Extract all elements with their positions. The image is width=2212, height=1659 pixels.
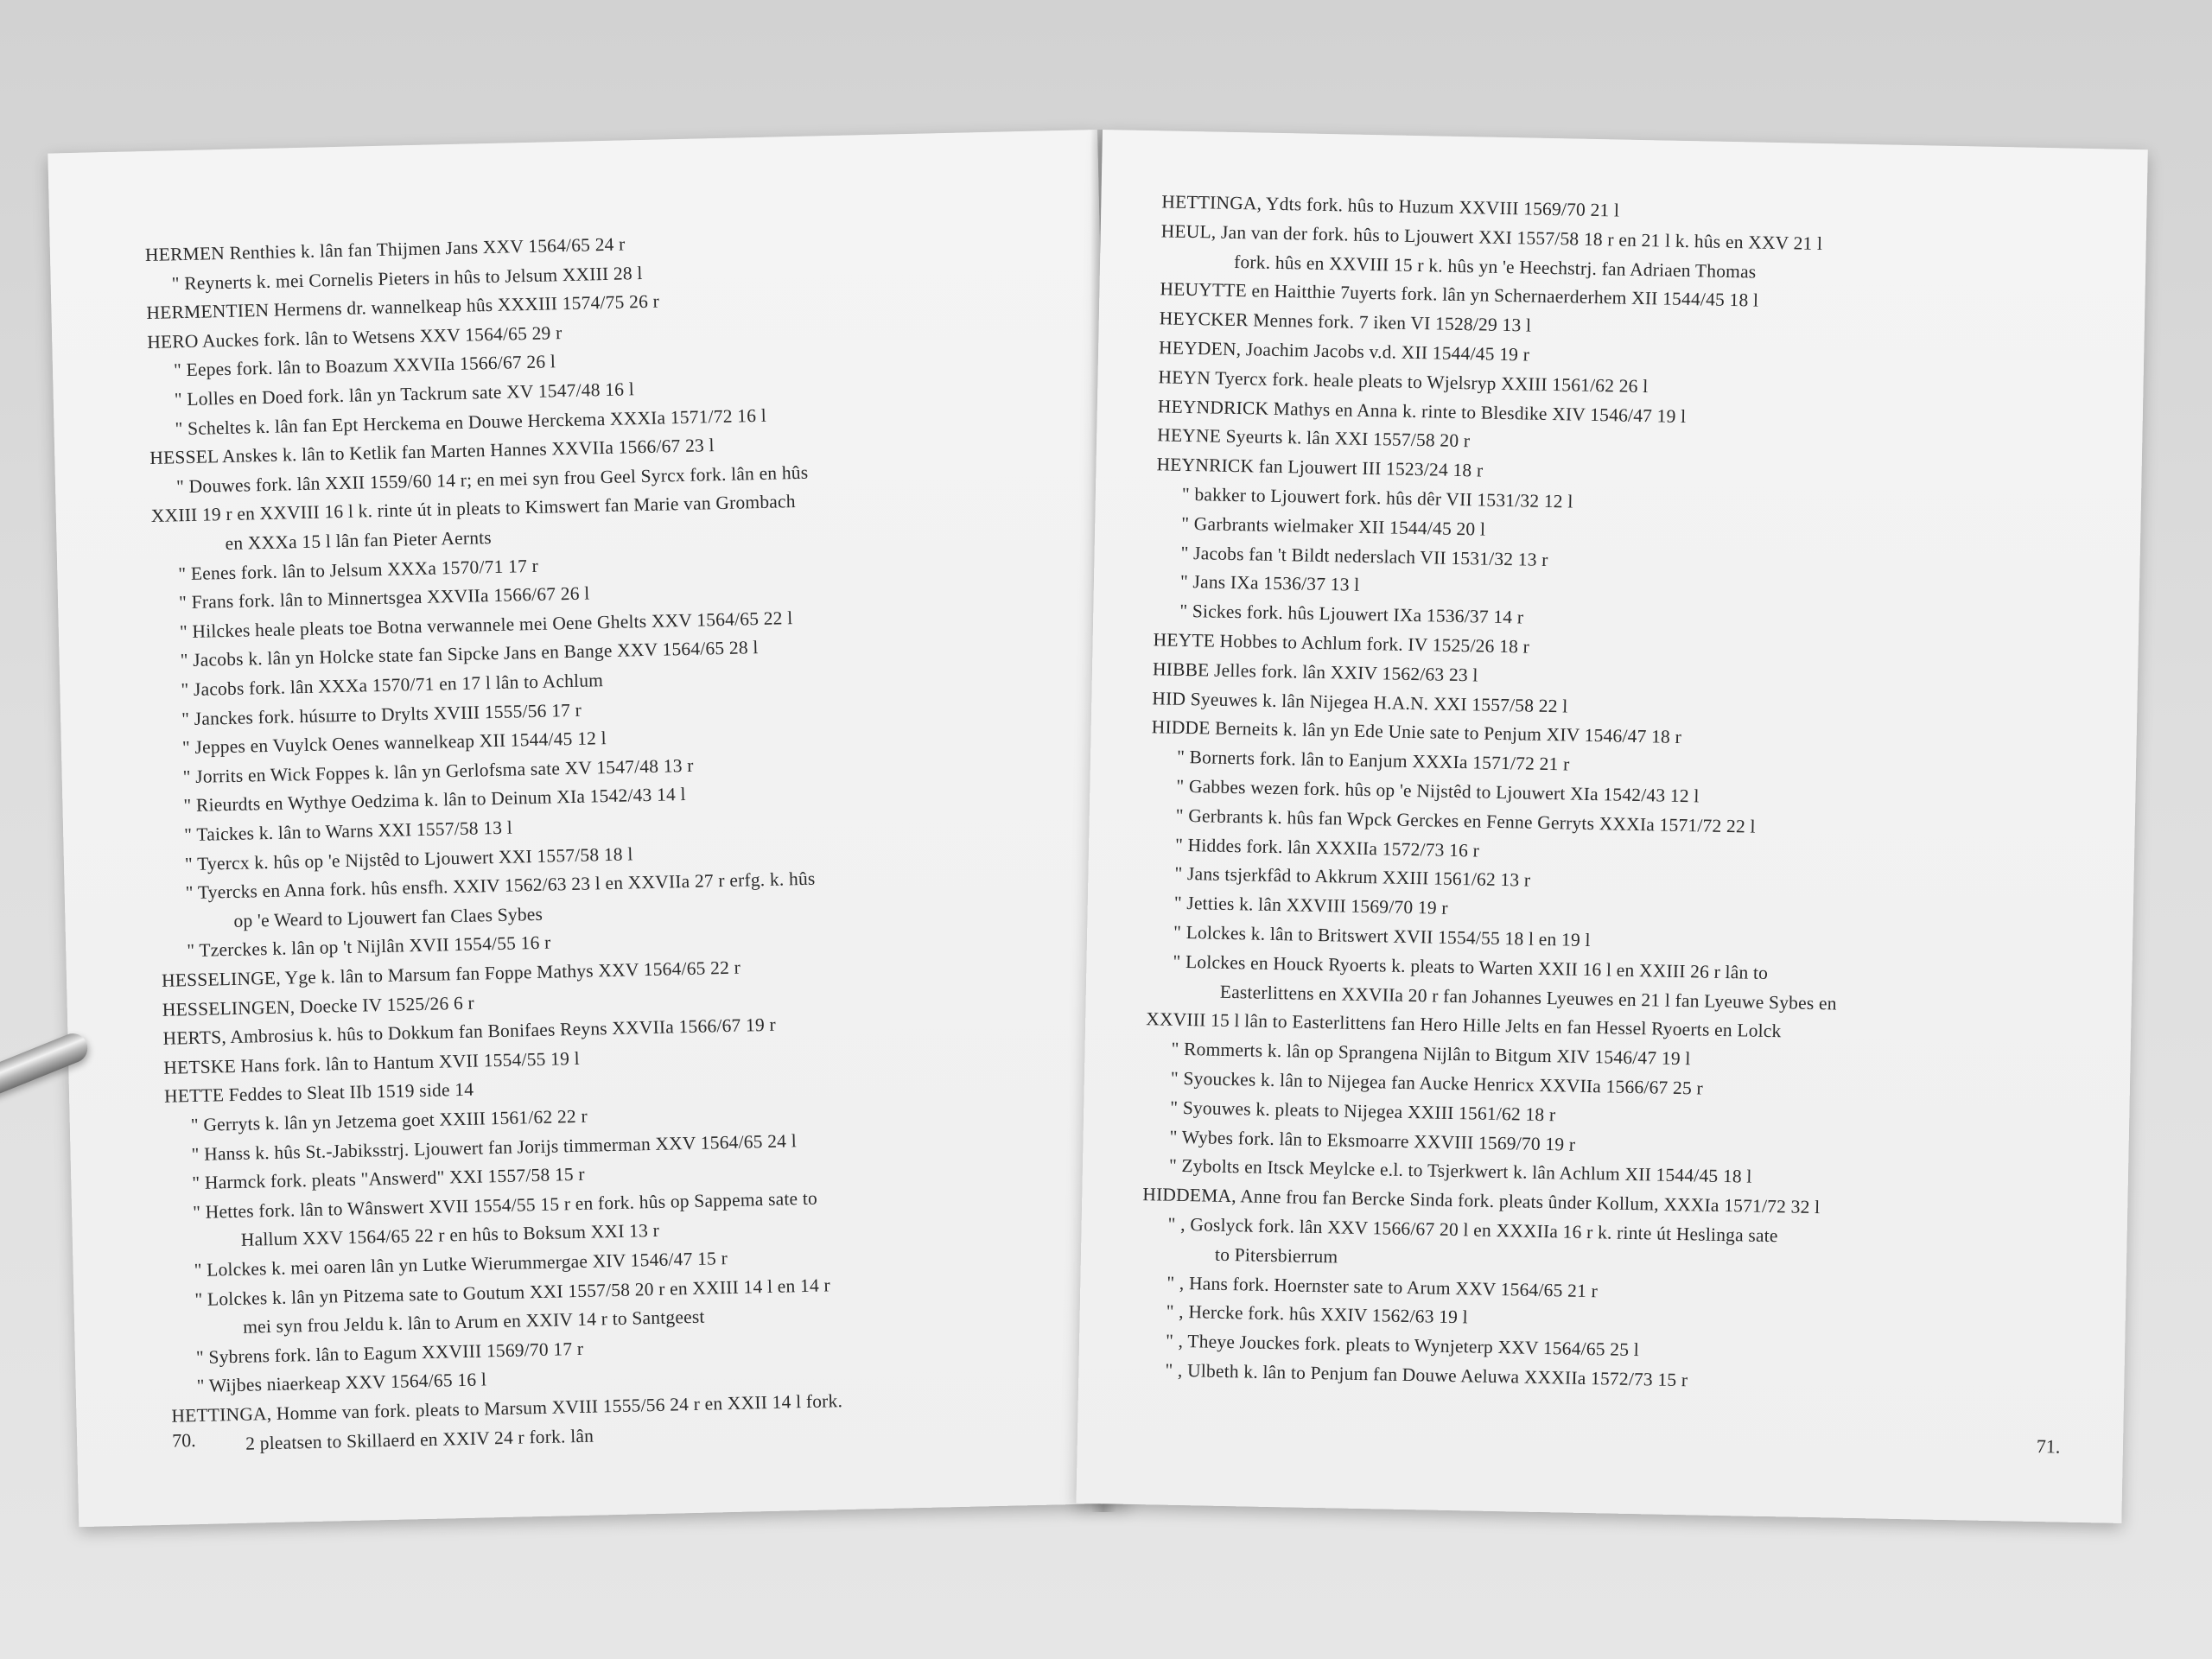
index-entry-line: " , Theye Jouckes fork. pleats to Wynjeterp XXV 1564/65 25 l: [1165, 1330, 1640, 1361]
index-entry-line: " Scheltes k. lân fan Ept Herckema en Douwe Herckema XXXIa 1571/72 16 l: [175, 404, 767, 439]
index-entry-line: HEYTE Hobbes to Achlum fork. IV 1525/26 18 r: [1153, 629, 1530, 658]
index-entry-line: " , Goslyck fork. lân XXV 1566/67 20 l en XXXIIa 16 r k. rinte út Heslinga sate: [1167, 1213, 1778, 1247]
index-entry-line: HEYNDRICK Mathys en Anna k. rinte to Blesdike XIV 1546/47 19 l: [1157, 395, 1687, 427]
index-entry-line: " Janckes fork. húsште to Drylts XVIII 1555/56 17 r: [181, 699, 582, 729]
index-entry-line: XXIII 19 r en XXVIII 16 l k. rinte út in pleats to Kimswert fan Marie van Grombach: [150, 491, 796, 527]
index-entry-line: " Hanss k. hûs St.-Jabiksstrj. Ljouwert fan Jorijs timmerman XXV 1564/65 24 l: [191, 1129, 798, 1165]
index-entry-line: mei syn frou Jeldu k. lân to Arum en XXIV 14 r to Santgeest: [242, 1306, 705, 1338]
index-entry-line: " Eenes fork. lân to Jelsum XXXa 1570/71 17 r: [178, 555, 539, 584]
index-entry-line: " Lolckes k. lân yn Pitzema sate to Goutum XXI 1557/58 20 r en XXIII 14 l en 14 r: [194, 1274, 831, 1310]
index-entry-line: " Sybrens fork. lân to Eagum XXVIII 1569/70 17 r: [195, 1338, 584, 1368]
index-entry-line: " Lolckes k. mei oaren lân yn Lutke Wierummergae XIV 1546/47 15 r: [194, 1248, 728, 1281]
left-page: [48, 130, 1128, 1527]
index-entry-line: " Gabbes wezen fork. hûs op 'e Nijstêd to Ljouwert XIa 1542/43 12 l: [1176, 775, 1700, 807]
index-entry-line: " Zybolts en Itsck Meylcke e.l. to Tsjerkwert k. lân Achlum XII 1544/45 18 l: [1168, 1155, 1752, 1188]
index-entry-line: HEUL, Jan van der fork. hûs to Ljouwert XXI 1557/58 18 r en 21 l k. hûs en XXV 21 l: [1160, 220, 1823, 254]
index-entry-line: " , Ulbeth k. lân to Penjum fan Douwe Aeluwa XXXIIa 1572/73 15 r: [1165, 1359, 1688, 1391]
index-entry-line: " Tzerckes k. lân op 't Nijlân XVII 1554/55 16 r: [187, 931, 551, 962]
left-page-number: 70.: [171, 1429, 196, 1452]
index-entry-line: HERMENTIEN Hermens dr. wannelkeap hûs XXXIII 1574/75 26 r: [146, 290, 660, 324]
index-entry-line: " Douwes fork. lân XXII 1559/60 14 r; en mei syn frou Geel Syrcx fork. lân en hûs: [175, 461, 809, 498]
index-entry-line: HERMEN Renthies k. lân fan Thijmen Jans XXV 1564/65 24 r: [144, 233, 626, 266]
index-entry-line: Hallum XXV 1564/65 22 r en hûs to Boksum XXI 13 r: [240, 1220, 660, 1251]
index-entry-line: HEYNE Syeurts k. lân XXI 1557/58 20 r: [1156, 424, 1471, 452]
index-entry-line: " Syouckes k. lân to Nijegea fan Aucke Henricx XXVIIa 1566/67 25 r: [1170, 1067, 1704, 1099]
index-entry-line: HEYCKER Mennes fork. 7 iken VI 1528/29 13 l: [1159, 308, 1532, 336]
index-entry-line: " Jans IXa 1536/37 13 l: [1179, 571, 1360, 596]
index-entry-line: " Hettes fork. lân to Wânswert XVII 1554/55 15 r en fork. hûs op Sappema sate to: [192, 1187, 818, 1223]
index-entry-line: " Jacobs fan 't Bildt nederslach VII 1531/32 13 r: [1180, 542, 1548, 570]
index-entry-line: HEUYTTE en Haitthie 7uyerts fork. lân yn Schernaerderhem XII 1544/45 18 l: [1160, 278, 1759, 311]
index-entry-line: HERTS, Ambrosius k. hûs to Dokkum fan Bonifaes Reyns XXVIIa 1566/67 19 r: [162, 1014, 777, 1049]
index-entry-line: " Bornerts fork. lân to Eanjum XXXIa 1571/72 21 r: [1176, 746, 1570, 775]
index-entry-line: " Syouwes k. pleats to Nijegea XXIII 1561/62 18 r: [1170, 1096, 1556, 1126]
index-entry-line: " Jacobs k. lân yn Holcke state fan Sipcke Jans en Bange XXV 1564/65 28 l: [180, 637, 759, 671]
index-entry-line: HETTINGA, Homme van fork. pleats to Marsum XVIII 1555/56 24 r en XXII 14 l fork.: [171, 1390, 843, 1427]
right-page-number: 71.: [2036, 1435, 2061, 1458]
index-entry-line: " Harmck fork. pleats "Answerd" XXI 1557/58 15 r: [192, 1163, 586, 1194]
index-entry-line: XXVIII 15 l lân to Easterlittens fan Hero Hille Jelts en fan Hessel Ryoerts en Lolck: [1146, 1008, 1782, 1042]
index-entry-line: HEYNRICK fan Ljouwert III 1523/24 18 r: [1156, 454, 1484, 481]
index-entry-line: Easterlittens en XXVIIa 20 r fan Johannes Lyeuwes en 21 l fan Lyeuwe Sybes en: [1219, 981, 1837, 1014]
index-entry-line: " Wybes fork. lân to Eksmoarre XXVIII 1569/70 19 r: [1169, 1126, 1576, 1155]
index-entry-line: " Rieurdts en Wythye Oedzima k. lân to Deinum XIa 1542/43 14 l: [183, 784, 686, 817]
index-entry-line: " Sickes fork. hûs Ljouwert IXa 1536/37 14 r: [1179, 601, 1524, 628]
index-entry-line: " Jetties k. lân XXVIII 1569/70 19 r: [1173, 892, 1448, 919]
index-entry-line: " Tyercks en Anna fork. hûs ensfh. XXIV 1562/63 23 l en XXVIIa 27 r erfg. k. hûs: [185, 868, 816, 904]
index-entry-line: " Eepes fork. lân to Boazum XXVIIa 1566/67 26 l: [173, 351, 556, 381]
index-entry-line: " Lolles en Doed fork. lân yn Tackrum sate XV 1547/48 16 l: [174, 378, 635, 410]
index-entry-line: " Jorrits en Wick Foppes k. lân yn Gerlofsma sate XV 1547/48 13 r: [182, 754, 694, 787]
index-entry-line: HETSKE Hans fork. lân to Hantum XVII 1554/55 19 l: [163, 1047, 581, 1078]
index-entry-line: en XXXa 15 l lân fan Pieter Aernts: [225, 527, 493, 555]
index-entry-line: op 'e Weard to Ljouwert fan Claes Sybes: [233, 903, 543, 931]
index-entry-line: " Taickes k. lân to Warns XXI 1557/58 13 l: [183, 817, 513, 846]
index-entry-line: " , Hans fork. Hoernster sate to Arum XXV 1564/65 21 r: [1166, 1272, 1599, 1301]
index-entry-line: HIBBE Jelles fork. lân XXIV 1562/63 23 l: [1152, 658, 1478, 686]
index-entry-line: " Jacobs fork. lân XXXa 1570/71 en 17 l lân to Achlum: [181, 670, 604, 701]
index-entry-line: HESSELINGE, Yge k. lân to Marsum fan Foppe Mathys XXV 1564/65 22 r: [161, 957, 741, 991]
index-entry-line: fork. hûs en XXVIII 15 r k. hûs yn 'e Heechstrj. fan Adriaen Thomas: [1233, 251, 1757, 283]
index-entry-line: " bakker to Ljouwert fork. hûs dêr VII 1531/32 12 l: [1181, 483, 1573, 512]
index-entry-line: " Lolckes en Houck Ryoerts k. pleats to Warten XXII 16 l en XXIII 26 r lân to: [1173, 950, 1769, 983]
index-entry-line: HESSEL Anskes k. lân to Ketlik fan Marten Hannes XXVIIa 1566/67 23 l: [149, 435, 715, 469]
index-entry-line: HERO Auckes fork. lân to Wetsens XXV 1564/65 29 r: [147, 321, 563, 353]
index-entry-line: " Jans tsjerkfâd to Akkrum XXIII 1561/62 13 r: [1174, 863, 1531, 892]
right-page: [1076, 130, 2147, 1523]
index-entry-line: " Jeppes en Vuylck Oenes wannelkeap XII 1544/45 12 l: [181, 728, 607, 759]
index-entry-line: " Lolckes k. lân to Britswert XVII 1554/55 18 l en 19 l: [1173, 921, 1591, 951]
index-entry-line: " Hilckes heale pleats toe Botna verwannele mei Oene Ghelts XXV 1564/65 22 l: [179, 607, 793, 643]
index-entry-line: " Reynerts k. mei Cornelis Pieters in hûs to Jelsum XXIII 28 l: [171, 262, 643, 294]
index-entry-line: " Frans fork. lân to Minnertsgea XXVIIa 1566/67 26 l: [178, 582, 590, 613]
index-entry-line: to Pitersbierrum: [1214, 1243, 1338, 1268]
index-entry-line: HESSELINGEN, Doecke IV 1525/26 6 r: [162, 992, 475, 1020]
index-entry-line: HETTINGA, Ydts fork. hûs to Huzum XXVIII 1569/70 21 l: [1161, 191, 1620, 221]
index-entry-line: " Gerbrants k. hûs fan Wpck Gerckes en Fenne Gerryts XXXIa 1571/72 22 l: [1175, 804, 1756, 837]
index-entry-line: 2 pleatsen to Skillaerd en XXIV 24 r fork. lân: [245, 1425, 594, 1454]
index-entry-line: HEYN Tyercx fork. heale pleats to Wjelsryp XXIII 1561/62 26 l: [1158, 366, 1649, 397]
index-entry-line: HETTE Feddes to Sleat IIb 1519 side 14: [163, 1079, 474, 1108]
index-entry-line: HIDDEMA, Anne frou fan Bercke Sinda fork. pleats ûnder Kollum, XXXIa 1571/72 32 l: [1142, 1184, 1821, 1218]
index-entry-line: HIDDE Berneits k. lân yn Ede Unie sate to Penjum XIV 1546/47 18 r: [1151, 716, 1682, 748]
index-entry-line: " Hiddes fork. lân XXXIIa 1572/73 16 r: [1174, 834, 1480, 861]
index-entry-line: " Rommerts k. lân op Sprangena Nijlân to Bitgum XIV 1546/47 19 l: [1171, 1038, 1691, 1070]
index-entry-line: HID Syeuwes k. lân Nijegea H.A.N. XXI 1557/58 22 l: [1152, 687, 1568, 717]
index-entry-line: " Gerryts k. lân yn Jetzema goet XXIII 1561/62 22 r: [190, 1105, 588, 1136]
index-entry-line: " Garbrants wielmaker XII 1544/45 20 l: [1181, 512, 1486, 540]
index-entry-line: HEYDEN, Joachim Jacobs v.d. XII 1544/45 19 r: [1158, 337, 1530, 365]
index-entry-line: " Wijbes niaerkeap XXV 1564/65 16 l: [196, 1369, 487, 1397]
index-entry-line: " Tyercx k. hûs op 'e Nijstêd to Ljouwert XXI 1557/58 18 l: [184, 843, 633, 874]
index-entry-line: " , Hercke fork. hûs XXIV 1562/63 19 l: [1166, 1301, 1469, 1328]
